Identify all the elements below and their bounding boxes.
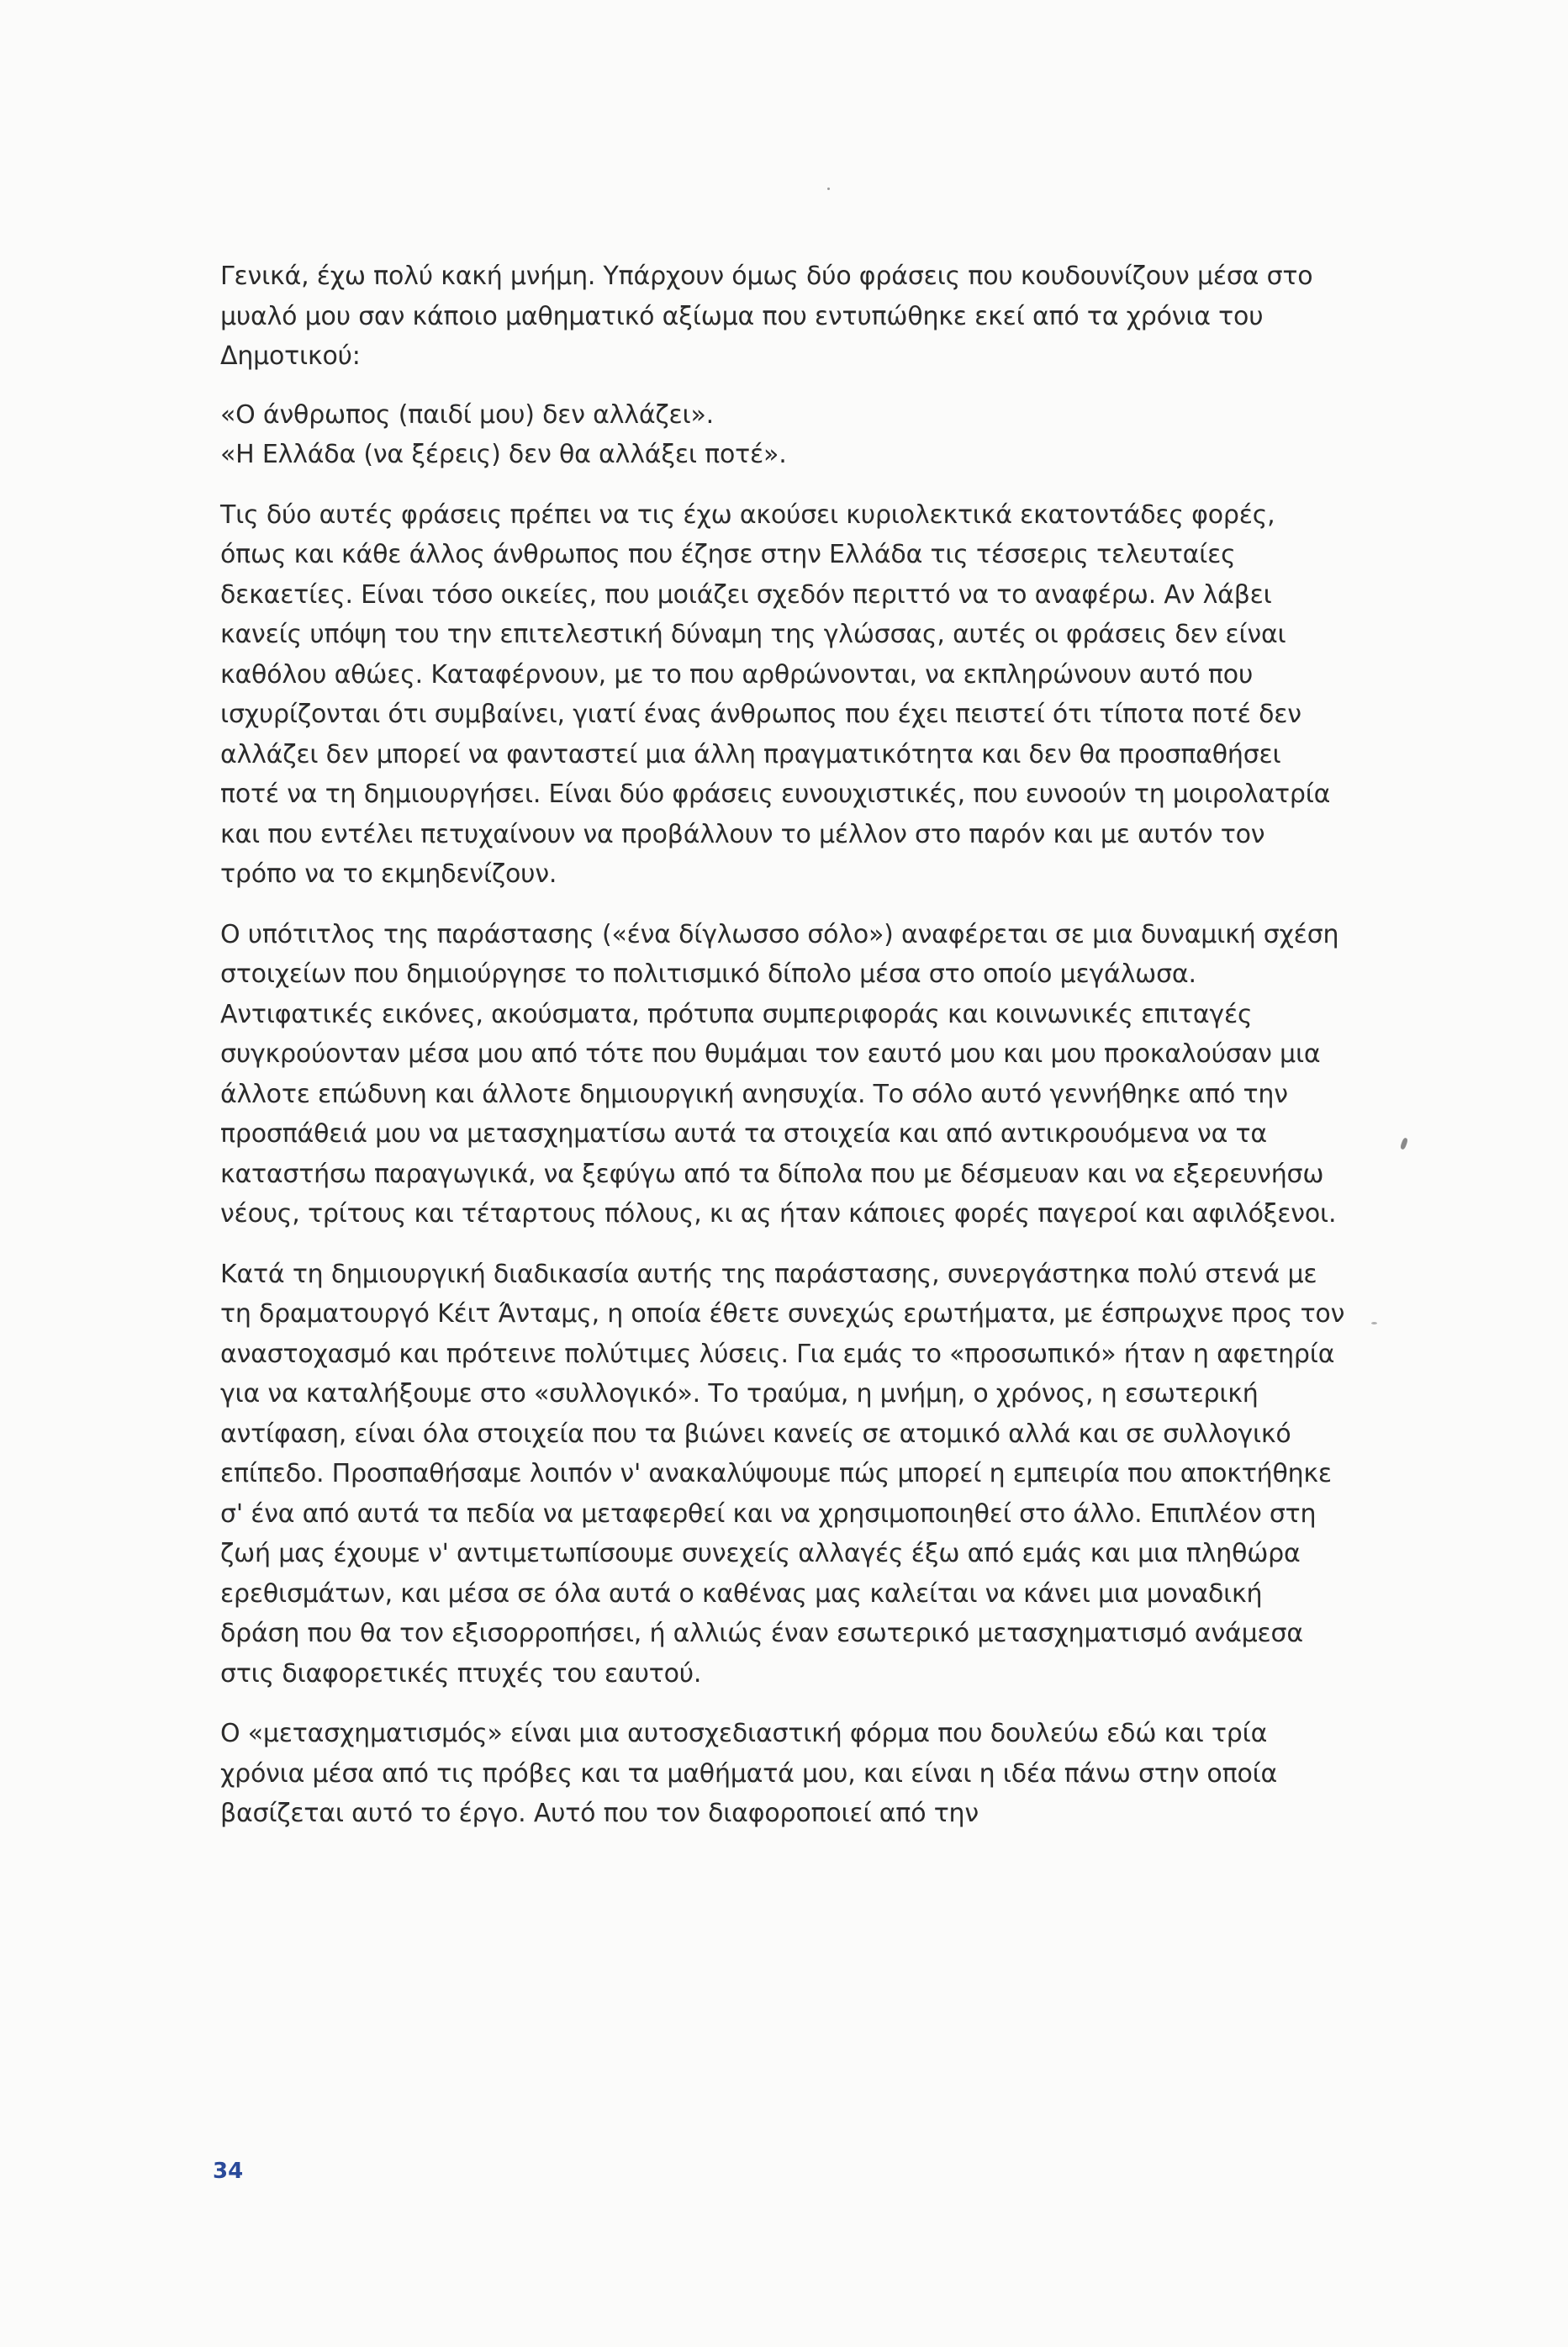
page-number: 34 bbox=[213, 2159, 244, 2184]
quote-block bbox=[220, 395, 1347, 475]
page-body bbox=[220, 256, 1347, 1854]
paragraph-process: Κατά τη δημιουργική διαδικασία αυτής της παράστασης, συνεργάστηκα πολύ στενά με τη δραματουργό Κέιτ Άνταμς, η οποία έθετε συνεχώς ερωτήματα, με έσπρωχνε προς τον αναστοχασμό και πρότεινε πολύτιμες λύσεις. Για εμάς το «προσωπικό» ήταν η αφετηρία για να καταλήξουμε στο «συλλογικό». Το τραύμα, η μνήμη, ο χρόνος, η εσωτερική αντίφαση, είναι όλα στοιχεία που τα βιώνει κανείς σε ατομικό αλλά και σε συλλογικό επίπεδο. Προσπαθήσαμε λοιπόν ν' ανακαλύψουμε πώς μπορεί η εμπειρία που αποκτήθηκε σ' ένα από αυτά τα πεδία να μεταφερθεί και να χρησιμοποιηθεί στο άλλο. Επιπλέον στη ζωή μας έχουμε ν' αντιμετωπίσουμε συνεχείς αλλαγές έξω από εμάς και μια πληθώρα ερεθισμάτων, και μέσα σε όλα αυτά ο καθένας μας καλείται να κάνει μια μοναδική δράση που θα τον εξισορροπήσει, ή αλλιώς έναν εσωτερικό μετασχηματισμό ανάμεσα στις διαφορετικές πτυχές του εαυτού. bbox=[220, 1259, 1345, 1689]
scan-speck bbox=[1371, 1322, 1377, 1324]
scan-speck bbox=[827, 188, 830, 190]
paragraph-intro: Γενικά, έχω πολύ κακή μνήμη. Υπάρχουν όμως δύο φράσεις που κουδουνίζουν μέσα στο μυαλό μου σαν κάποιο μαθηματικό αξίωμα που εντυπώθηκε εκεί από τα χρόνια του Δημοτικού: bbox=[220, 262, 1313, 371]
scan-speck bbox=[1400, 1137, 1408, 1150]
paragraph-transformation: Ο «μετασχηματισμός» είναι μια αυτοσχεδιαστική φόρμα που δουλεύω εδώ και τρία χρόνια μέσα από τις πρόβες και τα μαθήματά μου, και είναι η ιδέα πάνω στην οποία βασίζεται αυτό το έργο. Αυτό που τον διαφοροποιεί από την bbox=[220, 1719, 1278, 1828]
paragraph-subtitle: Ο υπότιτλος της παράστασης («ένα δίγλωσσο σόλο») αναφέρεται σε μια δυναμική σχέση στοιχείων που δημιούργησε το πολιτισμικό δίπολο μέσα στο οποίο μεγάλωσα. Αντιφατικές εικόνες, ακούσματα, πρότυπα συμπεριφοράς και κοινωνικές επιταγές συγκρούονταν μέσα μου από τότε που θυμάμαι τον εαυτό μου και μου προκαλούσαν μια άλλοτε επώδυνη και άλλοτε δημιουργική ανησυχία. Το σόλο αυτό γεννήθηκε από την προσπάθειά μου να μετασχηματίσω αυτά τα στοιχεία και από αντικρουόμενα να τα καταστήσω παραγωγικά, να ξεφύγω από τα δίπολα που με δέσμευαν και να εξερευνήσω νέους, τρίτους και τέταρτους πόλους, κι ας ήταν κάποιες φορές παγεροί και αφιλόξενοι. bbox=[220, 919, 1339, 1229]
paragraph-phrases: Τις δύο αυτές φράσεις πρέπει να τις έχω ακούσει κυριολεκτικά εκατοντάδες φορές, όπως και κάθε άλλος άνθρωπος που έζησε στην Ελλάδα τις τέσσερις τελευταίες δεκαετίες. Είναι τόσο οικείες, που μοιάζει σχεδόν περιττό να το αναφέρω. Αν λάβει κανείς υπόψη του την επιτελεστική δύναμη της γλώσσας, αυτές οι φράσεις δεν είναι καθόλου αθώες. Καταφέρνουν, με το που αρθρώνονται, να εκπληρώνουν αυτό που ισχυρίζονται ότι συμβαίνει, γιατί ένας άνθρωπος που έχει πειστεί ότι τίποτα ποτέ δεν αλλάζει δεν μπορεί να φανταστεί μια άλλη πραγματικότητα και δεν θα προσπαθήσει ποτέ να τη δημιουργήσει. Είναι δύο φράσεις ευνουχιστικές, που ευνοούν τη μοιρολατρία και που εντέλει πετυχαίνουν να προβάλλουν το μέλλον στο παρόν και με αυτόν τον τρόπο να το εκμηδενίζουν. bbox=[220, 500, 1331, 889]
quote-line: «Ο άνθρωπος (παιδί μου) δεν αλλάζει». bbox=[220, 399, 714, 430]
quote-line: «Η Ελλάδα (να ξέρεις) δεν θα αλλάξει ποτέ». bbox=[220, 440, 787, 469]
